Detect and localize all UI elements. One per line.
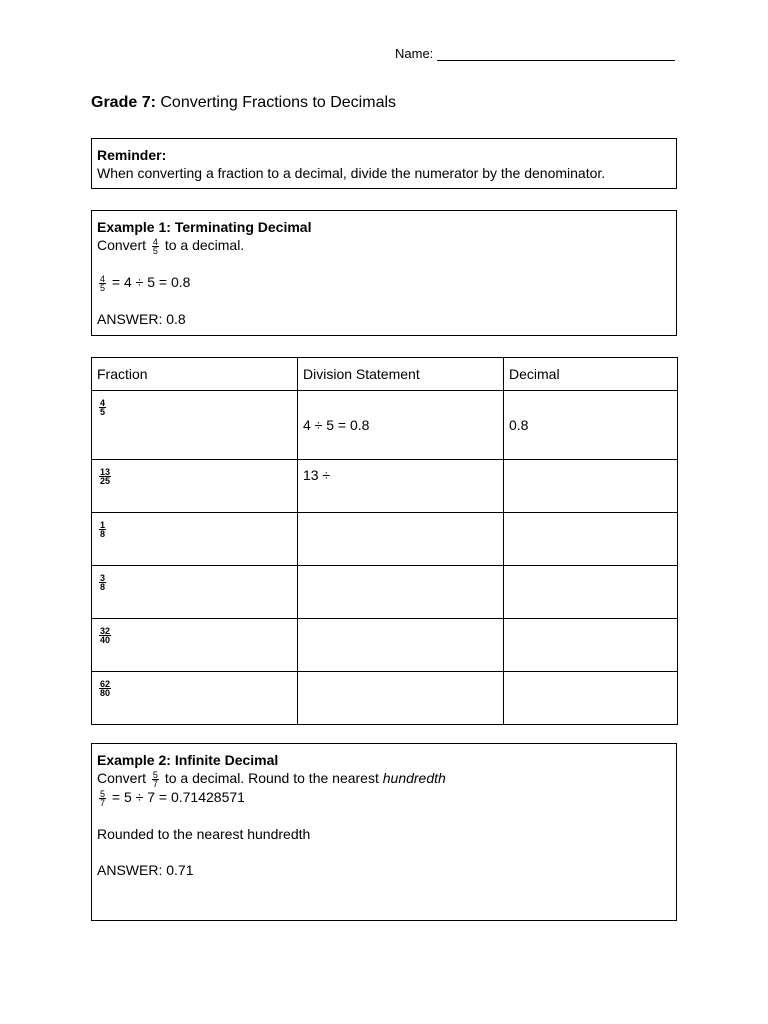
example-1-work-fraction: [99, 275, 106, 292]
reminder-heading: Reminder:: [97, 147, 167, 163]
decimal-cell[interactable]: [504, 513, 678, 566]
reminder-box: [91, 138, 677, 189]
example-2-prompt: [97, 769, 671, 788]
example-2-box: [91, 743, 677, 921]
example-1-work: [97, 273, 671, 292]
name-label: Name:: [395, 46, 434, 61]
table-row: [92, 391, 678, 460]
table-row: [92, 460, 678, 513]
fraction-numerator: 3: [100, 572, 106, 583]
fraction-numerator: 4: [152, 236, 158, 247]
fraction-numerator: 32: [100, 625, 111, 636]
fraction-numerator: 5: [152, 769, 158, 780]
example-2-answer: ANSWER: 0.71: [97, 861, 194, 878]
division-cell[interactable]: [298, 513, 504, 566]
example-1-heading: Example 1: Terminating Decimal: [97, 219, 312, 235]
fraction-value: [99, 627, 111, 644]
fraction-value: [99, 399, 106, 416]
table-row: [92, 619, 678, 672]
fraction-value: [99, 468, 111, 485]
example-1-box: [91, 210, 677, 336]
example-2-work: [97, 788, 671, 807]
fraction-numerator: 1: [100, 519, 106, 530]
decimal-cell[interactable]: [504, 460, 678, 513]
example-2-heading: Example 2: Infinite Decimal: [97, 752, 279, 768]
fraction-cell: [92, 566, 298, 619]
fraction-cell: [92, 513, 298, 566]
example-2-prompt-before: Convert: [97, 770, 147, 786]
table-row: [92, 566, 678, 619]
fraction-value: [99, 680, 111, 697]
fraction-denominator: 5: [100, 406, 106, 417]
table-header-fraction: Fraction: [92, 358, 298, 391]
title-topic: Converting Fractions to Decimals: [160, 94, 397, 111]
fraction-denominator: 8: [100, 528, 106, 539]
page-title: [91, 94, 396, 112]
reminder-text: When converting a fraction to a decimal, divide the numerator by the denominator.: [97, 165, 606, 181]
fraction-cell: [92, 619, 298, 672]
fraction-numerator: 5: [100, 788, 106, 799]
example-1-answer: ANSWER: 0.8: [97, 310, 186, 327]
decimal-cell[interactable]: 0.8: [504, 391, 678, 460]
decimal-cell[interactable]: [504, 619, 678, 672]
conversion-table: [91, 357, 678, 725]
example-1-prompt-before: Convert: [97, 237, 147, 253]
title-grade: Grade 7:: [91, 94, 156, 111]
table-row: [92, 513, 678, 566]
fraction-denominator: 7: [152, 778, 158, 789]
fraction-denominator: 80: [100, 687, 111, 698]
example-2-work-text: = 5 ÷ 7 = 0.71428571: [111, 788, 245, 805]
fraction-denominator: 8: [100, 581, 106, 592]
name-blank-line[interactable]: [437, 46, 675, 61]
name-field[interactable]: [395, 46, 675, 61]
division-cell[interactable]: 13 ÷: [298, 460, 504, 513]
example-2-prompt-emphasis: hundredth: [382, 770, 446, 786]
division-cell[interactable]: 4 ÷ 5 = 0.8: [298, 391, 504, 460]
table-header-row: [92, 358, 678, 391]
fraction-denominator: 5: [152, 245, 158, 256]
fraction-numerator: 62: [100, 678, 111, 689]
division-cell[interactable]: [298, 619, 504, 672]
fraction-cell: [92, 460, 298, 513]
example-1-prompt: [97, 236, 671, 255]
table-row: [92, 672, 678, 725]
fraction-numerator: 4: [100, 273, 106, 284]
fraction-cell: [92, 391, 298, 460]
decimal-cell[interactable]: [504, 672, 678, 725]
example-2-rounding-note: Rounded to the nearest hundredth: [97, 825, 311, 842]
example-1-prompt-fraction: [152, 238, 159, 255]
fraction-numerator: 13: [100, 466, 111, 477]
example-2-prompt-after: to a decimal. Round to the nearest: [164, 770, 379, 786]
division-cell[interactable]: [298, 672, 504, 725]
example-1-prompt-after: to a decimal.: [164, 237, 245, 253]
example-1-work-text: = 4 ÷ 5 = 0.8: [111, 273, 191, 290]
table-header-decimal: Decimal: [504, 358, 678, 391]
fraction-denominator: 5: [100, 282, 106, 293]
fraction-value: [99, 574, 106, 591]
example-2-work-fraction: [99, 790, 106, 807]
fraction-denominator: 40: [100, 634, 111, 645]
decimal-cell[interactable]: [504, 566, 678, 619]
fraction-denominator: 7: [100, 797, 106, 808]
fraction-numerator: 4: [100, 397, 106, 408]
example-2-prompt-fraction: [152, 771, 159, 788]
fraction-value: [99, 521, 106, 538]
fraction-denominator: 25: [100, 475, 111, 486]
fraction-cell: [92, 672, 298, 725]
table-header-division: Division Statement: [298, 358, 504, 391]
division-cell[interactable]: [298, 566, 504, 619]
